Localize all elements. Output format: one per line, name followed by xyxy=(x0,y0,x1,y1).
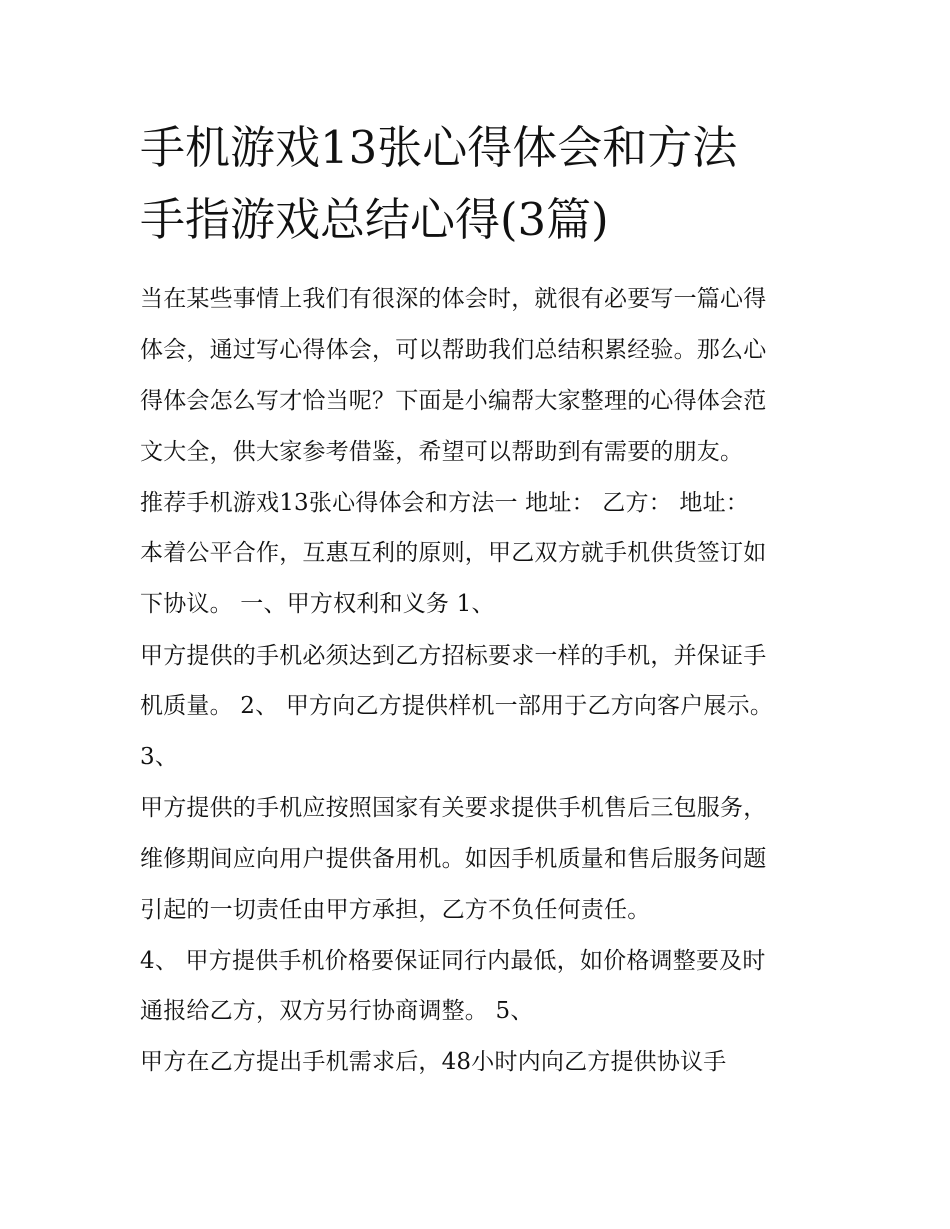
body-line-9: 机质量。 2、 甲方向乙方提供样机一部用于乙方向客户展示。 xyxy=(140,693,774,719)
body-line-14: 4、 甲方提供手机价格要保证同行内最低，如价格调整要及时 xyxy=(140,948,766,974)
body-line-10: 3、 xyxy=(140,744,179,770)
body-line-12: 维修期间应向用户提供备用机。如因手机质量和售后服务问题 xyxy=(140,846,767,872)
body-line-13: 引起的一切责任由甲方承担，乙方不负任何责任。 xyxy=(140,897,651,923)
body-line-4: 文大全，供大家参考借鉴，希望可以帮助到有需要的朋友。 xyxy=(140,439,744,465)
document-title-line-2: 手指游戏总结心得(3篇) xyxy=(140,193,609,246)
body-line-15: 通报给乙方，双方另行协商调整。 5、 xyxy=(140,998,534,1024)
body-line-11: 甲方提供的手机应按照国家有关要求提供手机售后三包服务， xyxy=(140,795,767,821)
body-line-1: 当在某些事情上我们有很深的体会时，就很有必要写一篇心得 xyxy=(140,286,767,312)
body-line-3: 得体会怎么写才恰当呢？下面是小编帮大家整理的心得体会范 xyxy=(140,388,767,414)
body-line-6: 本着公平合作，互惠互利的原则，甲乙双方就手机供货签订如 xyxy=(140,540,767,566)
body-line-8: 甲方提供的手机必须达到乙方招标要求一样的手机，并保证手 xyxy=(140,643,767,669)
body-line-2: 体会，通过写心得体会，可以帮助我们总结积累经验。那么心 xyxy=(140,337,767,363)
body-line-7: 下协议。 一、甲方权利和义务 1、 xyxy=(140,591,495,617)
body-line-16: 甲方在乙方提出手机需求后，48小时内向乙方提供协议手 xyxy=(140,1049,727,1075)
body-line-5: 推荐手机游戏13张心得体会和方法一 地址： 乙方： 地址： xyxy=(140,490,749,516)
document-title-line-1: 手机游戏13张心得体会和方法 xyxy=(140,121,738,174)
